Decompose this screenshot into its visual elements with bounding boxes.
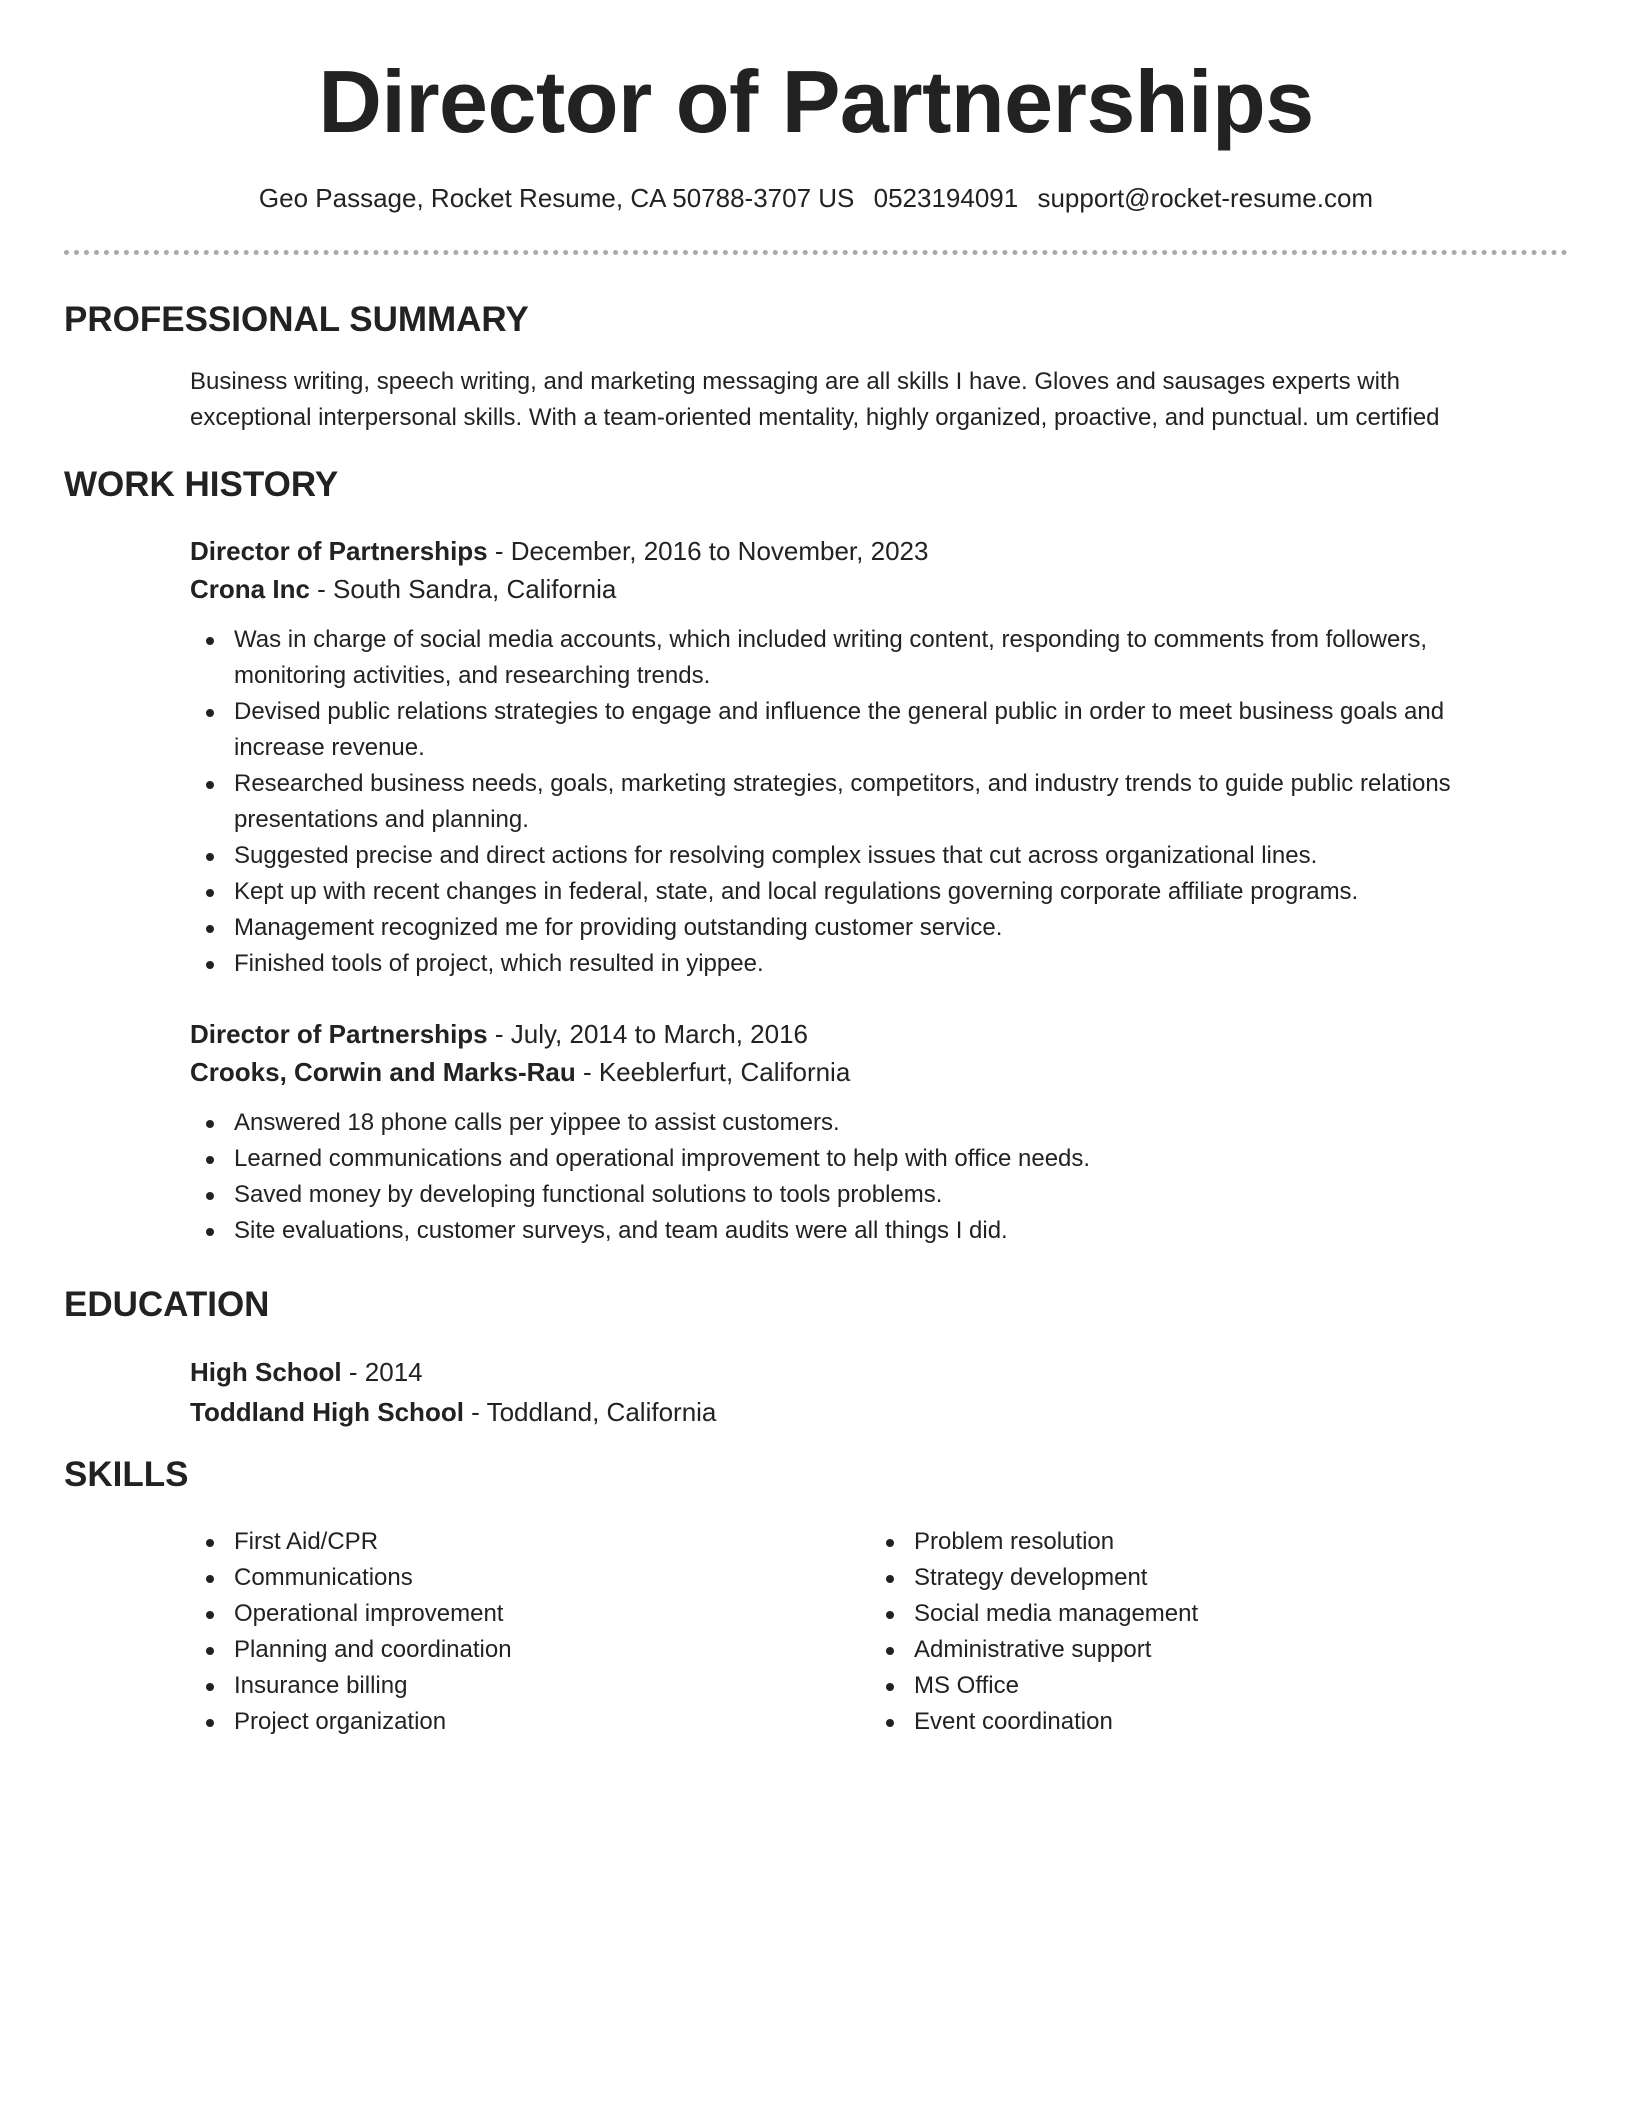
skill-item: Operational improvement (190, 1596, 830, 1632)
list-item: Finished tools of project, which resulted in yippee. (190, 946, 1520, 982)
skill-item: Event coordination (870, 1704, 1510, 1740)
skill-item: First Aid/CPR (190, 1524, 830, 1560)
phone: 0523194091 (873, 183, 1019, 213)
list-item: Kept up with recent changes in federal, state, and local regulations governing corporate affiliate programs. (190, 874, 1520, 910)
list-item: Was in charge of social media accounts, which included writing content, responding to comments from followers, monitoring activities, and researching trends. (190, 622, 1520, 694)
skill-item: Problem resolution (870, 1524, 1510, 1560)
job-company-line (190, 1053, 1520, 1091)
job-role: Director of Partnerships (190, 1019, 488, 1049)
skill-item: Strategy development (870, 1560, 1510, 1596)
section-title-education: EDUCATION (64, 1285, 270, 1324)
list-item: Site evaluations, customer surveys, and team audits were all things I did. (190, 1213, 1520, 1249)
contact-line (0, 180, 1632, 216)
summary-text: Business writing, speech writing, and marketing messaging are all skills I have. Gloves and sausages experts with exceptional interpersonal skills. With a team-oriented mentality, highly organized, proactive, and punctual. um certified (190, 368, 1440, 431)
candidate-name: Director of Partnerships (318, 52, 1314, 151)
list-item: Researched business needs, goals, marketing strategies, competitors, and industry trends to guide public relations presentations and planning. (190, 766, 1520, 838)
job-company: Crooks, Corwin and Marks-Rau (190, 1057, 576, 1087)
email: support@rocket-resume.com (1037, 183, 1374, 213)
job-title-line (190, 1015, 1520, 1053)
skill-item: Social media management (870, 1596, 1510, 1632)
job-title-line (190, 532, 1520, 570)
school-name: Toddland High School (190, 1397, 464, 1427)
skill-item: Communications (190, 1560, 830, 1596)
section-title-summary: PROFESSIONAL SUMMARY (64, 300, 529, 339)
job-dates: - July, 2014 to March, 2016 (487, 1019, 808, 1049)
skill-item: MS Office (870, 1668, 1510, 1704)
list-item: Learned communications and operational improvement to help with office needs. (190, 1141, 1520, 1177)
header-divider (64, 250, 1568, 255)
skills-list-right (870, 1524, 1510, 1740)
list-item: Answered 18 phone calls per yippee to assist customers. (190, 1105, 1520, 1141)
job-role: Director of Partnerships (190, 536, 488, 566)
skill-item: Insurance billing (190, 1668, 830, 1704)
job-company: Crona Inc (190, 574, 310, 604)
list-item: Devised public relations strategies to engage and influence the general public in order to meet business goals and increase revenue. (190, 694, 1520, 766)
job-bullets (190, 1105, 1520, 1249)
job-dates: - December, 2016 to November, 2023 (487, 536, 929, 566)
address: Geo Passage, Rocket Resume, CA 50788-3707 US (258, 183, 855, 213)
school-line (190, 1392, 1520, 1432)
list-item: Suggested precise and direct actions for resolving complex issues that cut across organizational lines. (190, 838, 1520, 874)
degree-line (190, 1352, 1520, 1392)
job-entry (190, 532, 1520, 982)
school-location: - Toddland, California (463, 1397, 717, 1427)
job-bullets (190, 622, 1520, 982)
list-item: Saved money by developing functional solutions to tools problems. (190, 1177, 1520, 1213)
skills-list-left (190, 1524, 830, 1740)
job-entry (190, 1015, 1520, 1249)
skill-item: Planning and coordination (190, 1632, 830, 1668)
education-entry (190, 1352, 1520, 1432)
skill-item: Project organization (190, 1704, 830, 1740)
degree-year: - 2014 (341, 1357, 423, 1387)
job-company-line (190, 570, 1520, 608)
degree: High School (190, 1357, 342, 1387)
section-title-work: WORK HISTORY (64, 465, 339, 504)
section-title-skills: SKILLS (64, 1455, 189, 1494)
job-location: - South Sandra, California (309, 574, 617, 604)
skill-item: Administrative support (870, 1632, 1510, 1668)
list-item: Management recognized me for providing outstanding customer service. (190, 910, 1520, 946)
job-location: - Keeblerfurt, California (575, 1057, 851, 1087)
